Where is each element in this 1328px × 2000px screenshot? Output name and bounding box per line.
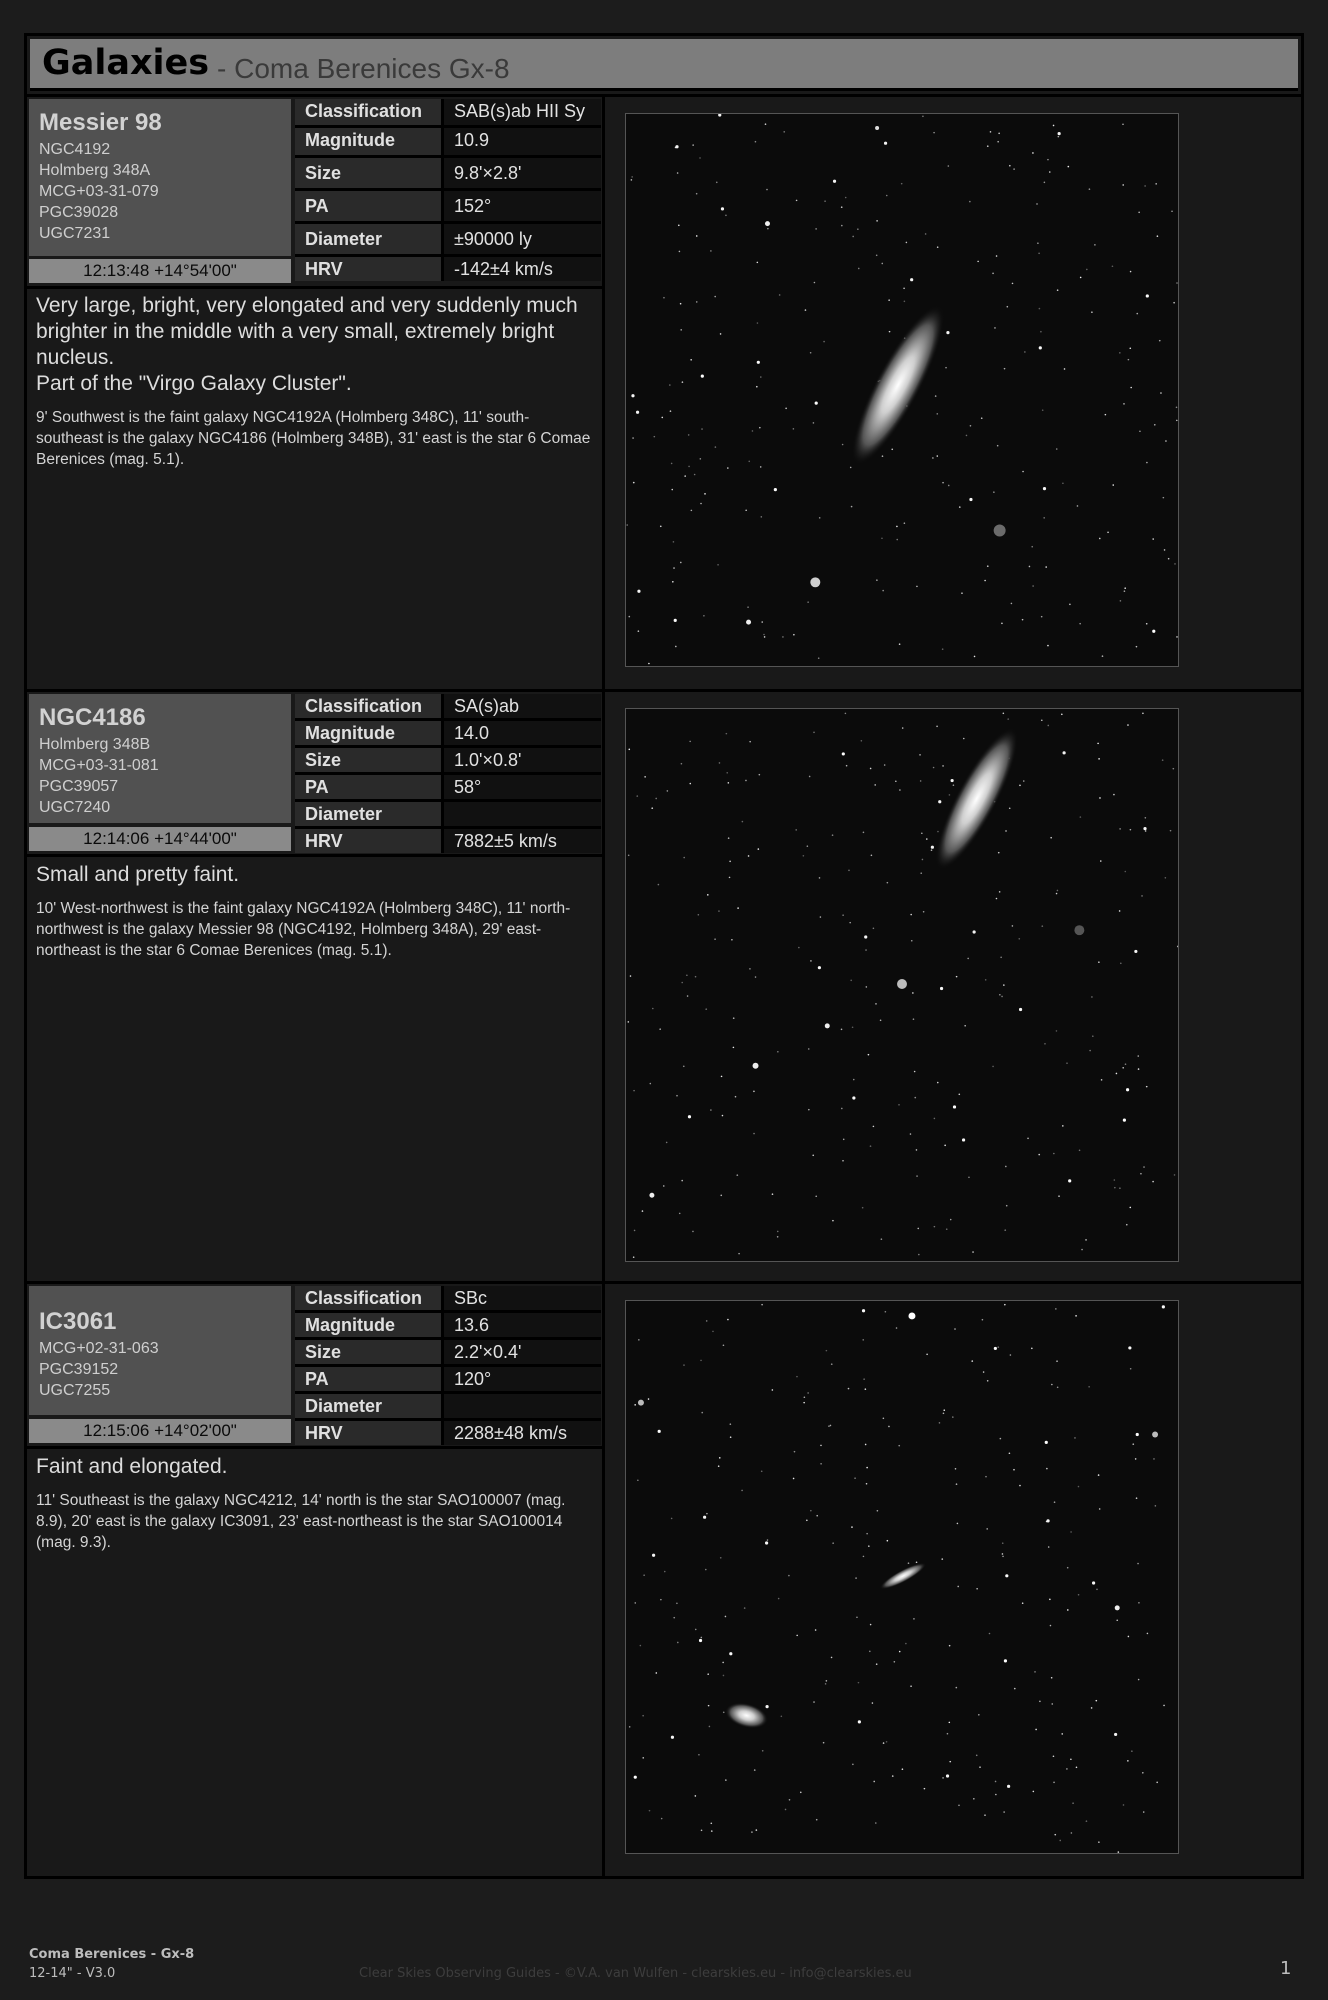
alias: MCG+03-31-079	[39, 183, 159, 200]
description-main: Very large, bright, very elongated and very suddenly much brighter in the middle with a very small, extremely bright nucleus. Part of the "Virgo Galaxy Cluster".	[36, 294, 578, 395]
description-main: Faint and elongated.	[36, 1455, 228, 1478]
property-value: 58°	[441, 775, 601, 799]
property-label: Diameter	[295, 1394, 441, 1418]
property-value: -142±4 km/s	[441, 257, 601, 281]
divider	[27, 286, 602, 289]
property-row	[295, 1313, 601, 1340]
property-row	[295, 1421, 601, 1445]
description-notes: 11' Southeast is the galaxy NGC4212, 14' north is the star SAO100007 (mag. 8.9), 20' east is the galaxy IC3091, 23' east-northeast is the star SAO100014 (mag. 9.3).	[36, 1492, 566, 1551]
galaxy-entry-ngc4186	[27, 689, 1301, 1281]
property-value: 2288±48 km/s	[441, 1421, 601, 1445]
property-row	[295, 128, 601, 158]
alias: MCG+03-31-081	[39, 757, 159, 774]
photo-stars-2	[626, 709, 1178, 1261]
alias: Holmberg 348A	[39, 162, 151, 179]
footer-title: Coma Berenices - Gx-8	[29, 1947, 195, 1962]
property-value: 152°	[441, 191, 601, 221]
property-row	[295, 802, 601, 829]
entry-info-panel	[27, 692, 605, 1281]
photo-stars-3	[626, 1301, 1178, 1853]
property-value: 7882±5 km/s	[441, 829, 601, 853]
property-value: 10.9	[441, 128, 601, 155]
property-value: 1.0'×0.8'	[441, 748, 601, 772]
entry-info-panel	[27, 97, 605, 689]
property-label: HRV	[295, 829, 441, 853]
property-label: Classification	[295, 99, 441, 125]
property-label: Magnitude	[295, 128, 441, 155]
property-row	[295, 1286, 601, 1313]
alias: PGC39152	[39, 1361, 119, 1378]
alias: UGC7231	[39, 225, 111, 242]
property-row	[295, 829, 601, 853]
property-row	[295, 158, 601, 191]
property-row	[295, 721, 601, 748]
description	[36, 293, 596, 470]
description-notes: 9' Southwest is the faint galaxy NGC4192A (Holmberg 348C), 11' south-southeast is the galaxy NGC4186 (Holmberg 348B), 31' east is the star 6 Comae Berenices (mag. 5.1).	[36, 409, 591, 468]
footer-version: 12-14" - V3.0	[29, 1966, 116, 1981]
properties-table	[295, 1286, 601, 1445]
object-name: Messier 98	[39, 109, 162, 136]
property-label: Classification	[295, 1286, 441, 1310]
property-value: 2.2'×0.4'	[441, 1340, 601, 1364]
divider	[27, 854, 602, 857]
description	[36, 862, 596, 961]
property-label: HRV	[295, 1421, 441, 1445]
page-subtitle: - Coma Berenices Gx-8	[217, 53, 510, 84]
property-label: Size	[295, 748, 441, 772]
property-label: Size	[295, 158, 441, 188]
property-row	[295, 257, 601, 281]
property-value: ±90000 ly	[441, 224, 601, 254]
property-row	[295, 224, 601, 257]
galaxy-photo	[625, 113, 1179, 667]
property-label: PA	[295, 775, 441, 799]
description-main: Small and pretty faint.	[36, 863, 240, 886]
description	[36, 1454, 596, 1553]
property-label: Diameter	[295, 224, 441, 254]
property-value: SA(s)ab	[441, 694, 601, 718]
object-name: IC3061	[39, 1308, 117, 1335]
property-row	[295, 1394, 601, 1421]
property-label: Magnitude	[295, 721, 441, 745]
property-label: HRV	[295, 257, 441, 281]
property-value	[441, 802, 601, 826]
page-header	[30, 39, 1298, 91]
properties-table	[295, 694, 601, 853]
coordinates: 12:14:06 +14°44'00"	[29, 827, 291, 851]
galaxy-entry-messier-98	[27, 94, 1301, 689]
alias: MCG+02-31-063	[39, 1340, 159, 1357]
alias: Holmberg 348B	[39, 736, 151, 753]
divider	[27, 1446, 602, 1449]
coordinates: 12:15:06 +14°02'00"	[29, 1419, 291, 1443]
object-name-box	[29, 99, 291, 256]
property-row	[295, 191, 601, 224]
property-row	[295, 1340, 601, 1367]
property-row	[295, 99, 601, 128]
properties-table	[295, 99, 601, 281]
footer-credit: Clear Skies Observing Guides - ©V.A. van Wulfen - clearskies.eu - info@clearskies.eu	[359, 1966, 912, 1981]
property-row	[295, 775, 601, 802]
property-value: SBc	[441, 1286, 601, 1310]
coordinates: 12:13:48 +14°54'00"	[29, 259, 291, 283]
property-label: Classification	[295, 694, 441, 718]
property-label: PA	[295, 1367, 441, 1391]
property-value: SAB(s)ab HII Sy	[441, 99, 601, 125]
alias: PGC39057	[39, 778, 119, 795]
property-label: Size	[295, 1340, 441, 1364]
page-frame	[24, 33, 1304, 1879]
property-value: 120°	[441, 1367, 601, 1391]
property-label: Diameter	[295, 802, 441, 826]
alias: UGC7255	[39, 1382, 111, 1399]
description-notes: 10' West-northwest is the faint galaxy NGC4192A (Holmberg 348C), 11' north-northwest is the galaxy Messier 98 (NGC4192, Holmberg 348A), 29' east-northeast is the star 6 Comae Berenices (mag. 5.1).	[36, 900, 571, 959]
entry-info-panel	[27, 1284, 605, 1879]
property-row	[295, 1367, 601, 1394]
galaxy-photo	[625, 708, 1179, 1262]
page-number: 1	[1280, 1958, 1292, 1979]
photo-stars-1	[626, 114, 1178, 666]
property-row	[295, 748, 601, 775]
galaxy-entry-ic3061	[27, 1281, 1301, 1879]
property-value: 14.0	[441, 721, 601, 745]
property-value: 13.6	[441, 1313, 601, 1337]
property-value: 9.8'×2.8'	[441, 158, 601, 188]
alias: NGC4192	[39, 141, 111, 158]
object-name: NGC4186	[39, 704, 146, 731]
property-label: Magnitude	[295, 1313, 441, 1337]
object-name-box	[29, 1286, 291, 1415]
property-label: PA	[295, 191, 441, 221]
page-title: Galaxies	[42, 43, 210, 83]
galaxy-photo	[625, 1300, 1179, 1854]
object-name-box	[29, 694, 291, 823]
property-value	[441, 1394, 601, 1418]
property-row	[295, 694, 601, 721]
alias: PGC39028	[39, 204, 119, 221]
alias: UGC7240	[39, 799, 111, 816]
